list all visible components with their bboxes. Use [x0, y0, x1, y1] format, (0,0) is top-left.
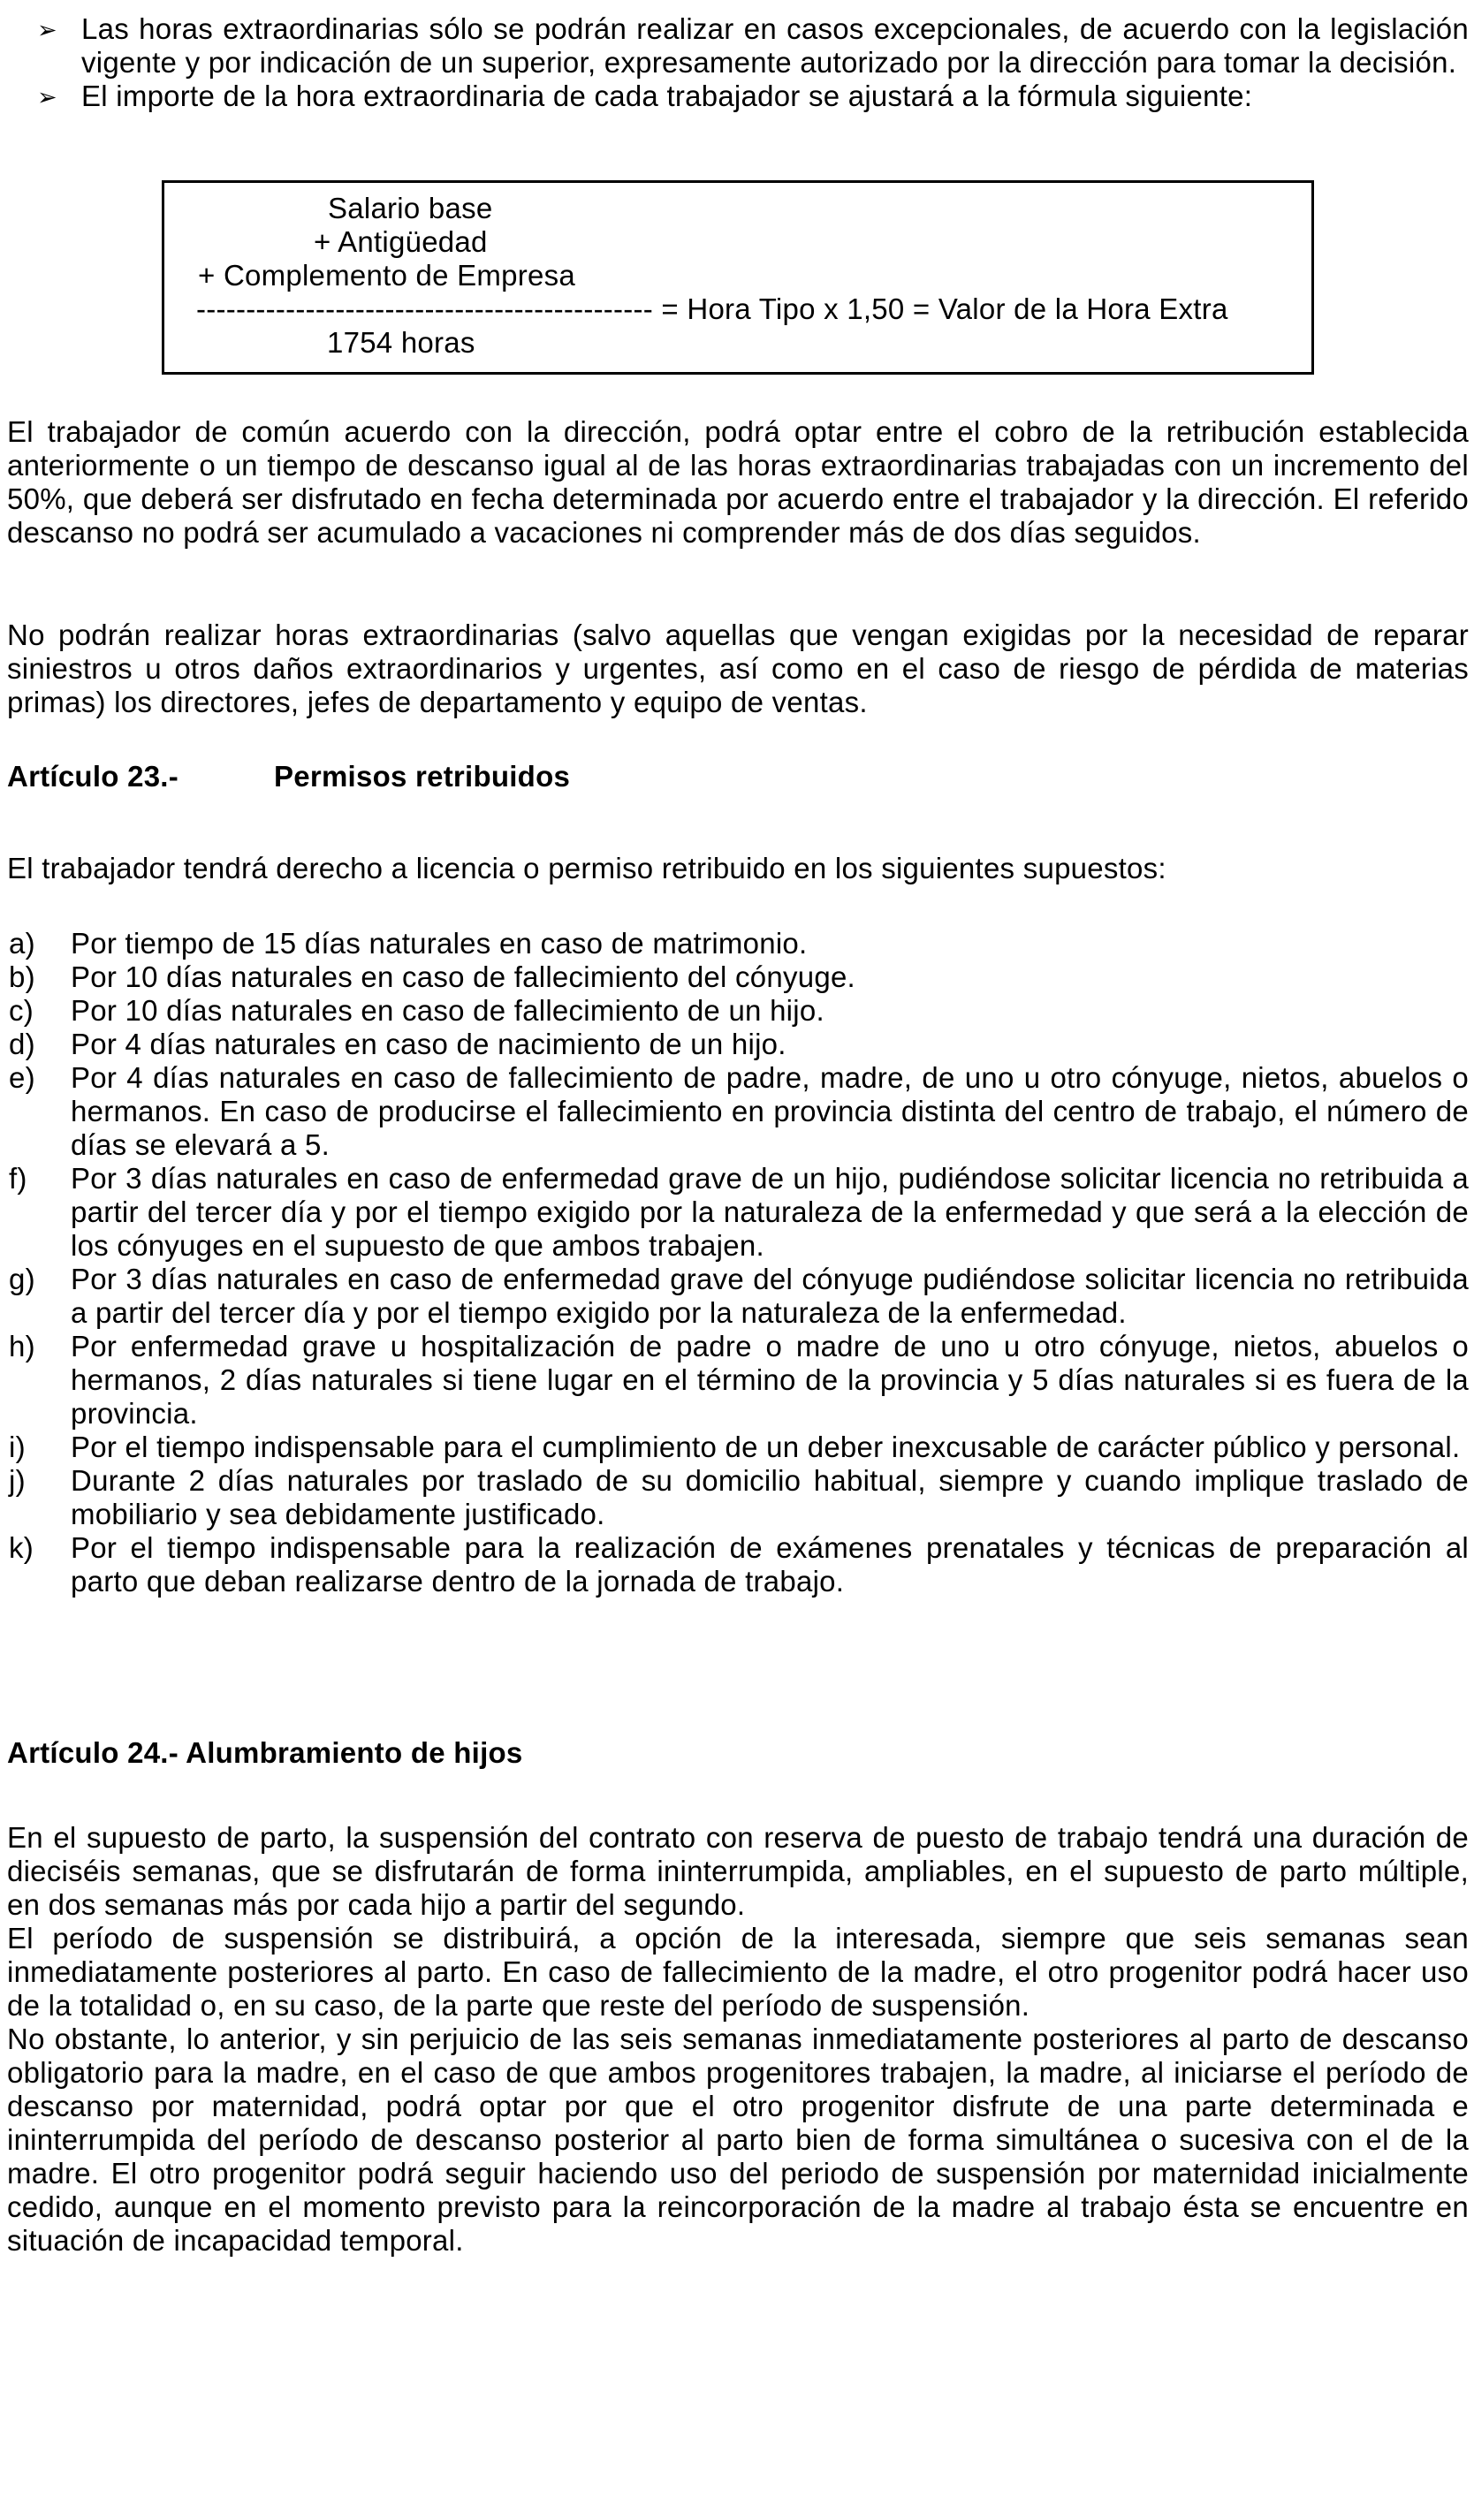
formula-numerator-line: + Antigüedad [314, 225, 488, 258]
article-24-paragraph: En el supuesto de parto, la suspensión del contrato con reserva de puesto de trabajo tendrá una duración de dieciséis semanas, que se disfrutarán de forma ininterrumpida, ampliables, en el supuesto de parto múltiple, en dos semanas más por cada hijo a partir del segundo. [7, 1821, 1469, 1921]
list-item [7, 1431, 1469, 1464]
article-24-heading: Artículo 24.- Alumbramiento de hijos [7, 1736, 523, 1769]
overtime-formula-box [162, 180, 1314, 375]
article-23-number: Artículo 23.- [7, 760, 179, 793]
list-item-letter: c) [9, 994, 34, 1027]
list-item [7, 960, 1469, 994]
bullet-item [7, 80, 1469, 113]
list-item [7, 1464, 1469, 1531]
list-item-letter: h) [9, 1330, 35, 1362]
list-item-text: Por tiempo de 15 días naturales en caso de matrimonio. [71, 927, 808, 960]
article-23-title: Permisos retribuidos [274, 760, 571, 793]
bullet-text: El importe de la hora extraordinaria de cada trabajador se ajustará a la fórmula siguiente: [81, 80, 1253, 112]
list-item [7, 1330, 1469, 1431]
list-item-letter: a) [9, 927, 35, 960]
paragraph-overtime-restriction: No podrán realizar horas extraordinarias (salvo aquellas que vengan exigidas por la necesidad de reparar siniestros u otros daños extraordinarios y urgentes, así como en el caso de riesgo de pérdida de materias primas) los directores, jefes de departamento y equipo de ventas. [7, 619, 1469, 718]
list-item [7, 1162, 1469, 1263]
list-item-letter: d) [9, 1028, 35, 1060]
article-24-body [7, 1821, 1469, 2258]
article-24-paragraph: No obstante, lo anterior, y sin perjuicio de las seis semanas inmediatamente posteriores al parto de descanso obligatorio para la madre, en el caso de que ambos progenitores trabajen, la madre, al iniciarse el período de descanso por maternidad, podrá optar por que el otro progenitor disfrute de una parte determinada e ininterrumpida del período de descanso posterior al parto bien de forma simultánea o sucesiva con el de la madre. El otro progenitor podrá seguir haciendo uso del periodo de suspensión por maternidad inicialmente cedido, aunque en el momento previsto para la reincorporación de la madre al trabajo ésta se encuentre en situación de incapacidad temporal. [7, 2023, 1469, 2257]
list-item-text: Por 4 días naturales en caso de fallecimiento de padre, madre, de uno u otro cónyuge, nietos, abuelos o hermanos. En caso de producirse el fallecimiento en provincia distinta del centro de trabajo, el número de días se elevará a 5. [71, 1061, 1469, 1161]
list-item-text: Por 10 días naturales en caso de fallecimiento de un hijo. [71, 994, 824, 1027]
arrow-bullet-icon: ➢ [37, 84, 57, 110]
formula-denominator: 1754 horas [327, 326, 475, 359]
list-item-letter: f) [9, 1162, 27, 1195]
list-item-text: Por 4 días naturales en caso de nacimiento de un hijo. [71, 1028, 786, 1060]
list-item-text: Por el tiempo indispensable para la realización de exámenes prenatales y técnicas de preparación al parto que deban realizarse dentro de la jornada de trabajo. [71, 1531, 1469, 1598]
list-item-text: Por el tiempo indispensable para el cumplimiento de un deber inexcusable de carácter público y personal. [71, 1431, 1461, 1463]
list-item-letter: k) [9, 1531, 34, 1564]
list-item-letter: g) [9, 1263, 35, 1295]
paragraph-overtime-compensation: El trabajador de común acuerdo con la dirección, podrá optar entre el cobro de la retribución establecida anteriormente o un tiempo de descanso igual al de las horas extraordinarias trabajadas con un incremento del 50%, que deberá ser disfrutado en fecha determinada por acuerdo entre el trabajador y la dirección. El referido descanso no podrá ser acumulado a vacaciones ni comprender más de dos días seguidos. [7, 415, 1469, 549]
bullet-list [7, 12, 1469, 113]
bullet-text: Las horas extraordinarias sólo se podrán realizar en casos excepcionales, de acuerdo con la legislación vigente y por indicación de un superior, expresamente autorizado por la dirección para tomar la decisión. [81, 12, 1469, 79]
list-item [7, 1028, 1469, 1061]
article-23-heading [7, 760, 1469, 793]
list-item-letter: e) [9, 1061, 35, 1094]
list-item [7, 1263, 1469, 1330]
article-23-intro: El trabajador tendrá derecho a licencia o permiso retribuido en los siguientes supuestos: [7, 852, 1166, 884]
list-item-letter: i) [9, 1431, 26, 1463]
list-item-text: Por 3 días naturales en caso de enfermedad grave del cónyuge pudiéndose solicitar licencia no retribuida a partir del tercer día y por el tiempo exigido por la naturaleza de la enfermedad. [71, 1263, 1469, 1329]
list-item-text: Por enfermedad grave u hospitalización de padre o madre de uno u otro cónyuge, nietos, abuelos o hermanos, 2 días naturales si tiene lugar en el término de la provincia y 5 días naturales si es fuera de la provincia. [71, 1330, 1469, 1430]
list-item [7, 994, 1469, 1028]
list-item [7, 927, 1469, 960]
list-item-letter: j) [9, 1464, 26, 1497]
list-item-letter: b) [9, 960, 35, 993]
formula-fraction-line: ---------------------------------------------- = Hora Tipo x 1,50 = Valor de la Hora Extra [196, 292, 1228, 325]
permiso-list [7, 927, 1469, 1598]
bullet-item [7, 12, 1469, 80]
formula-numerator-line: + Complemento de Empresa [198, 259, 575, 292]
list-item [7, 1531, 1469, 1598]
arrow-bullet-icon: ➢ [37, 17, 57, 43]
list-item-text: Por 10 días naturales en caso de fallecimiento del cónyuge. [71, 960, 855, 993]
list-item [7, 1061, 1469, 1162]
article-24-paragraph: El período de suspensión se distribuirá, a opción de la interesada, siempre que seis semanas sean inmediatamente posteriores al parto. En caso de fallecimiento de la madre, el otro progenitor podrá hacer uso de la totalidad o, en su caso, de la parte que reste del período de suspensión. [7, 1922, 1469, 2022]
formula-numerator-line: Salario base [328, 192, 493, 224]
list-item-text: Durante 2 días naturales por traslado de su domicilio habitual, siempre y cuando implique traslado de mobiliario y sea debidamente justificado. [71, 1464, 1469, 1530]
list-item-text: Por 3 días naturales en caso de enfermedad grave de un hijo, pudiéndose solicitar licencia no retribuida a partir del tercer día y por el tiempo exigido por la naturaleza de la enfermedad y que será a la elección de los cónyuges en el supuesto de que ambos trabajen. [71, 1162, 1469, 1262]
